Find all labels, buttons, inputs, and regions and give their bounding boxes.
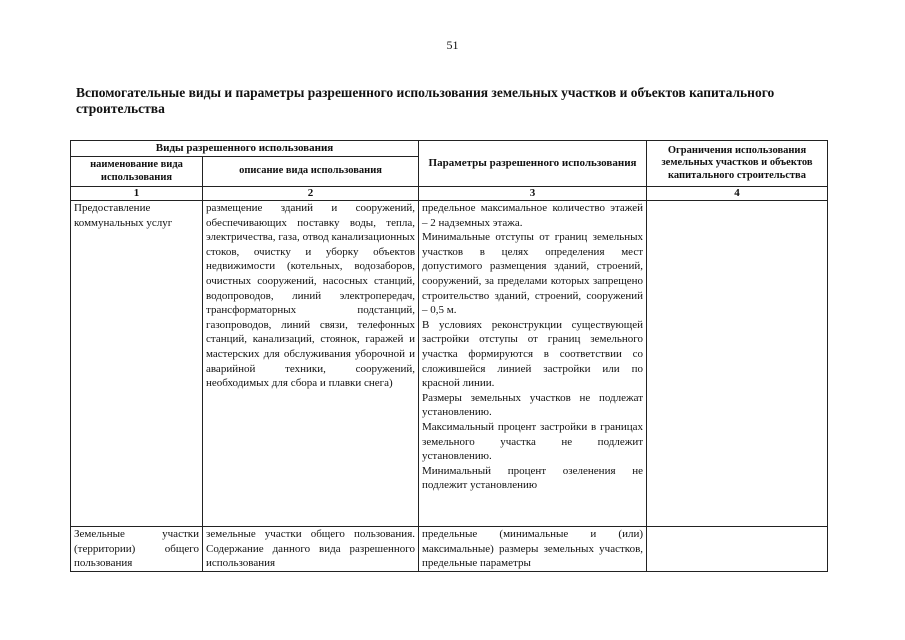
- limits-cell: [647, 527, 828, 572]
- column-number: 3: [419, 187, 647, 201]
- use-name-cell: Предоставление коммунальных услуг: [71, 201, 203, 527]
- param-line: Минимальный процент озеленения не подлежит установлению: [422, 464, 644, 492]
- page-number: 51: [446, 38, 459, 52]
- param-line: В условиях реконструкции существующей застройки отступы от границ земельного участка формируются в соответствии со сложившейся линией застройки или по красной линии.: [422, 318, 644, 390]
- column-number: 4: [647, 187, 828, 201]
- limits-header: Ограничения использования земельных участков и объектов капитального строительства: [647, 141, 828, 187]
- use-description-cell: земельные участки общего пользования. Содержание данного вида разрешенного использования: [203, 527, 419, 572]
- param-line: Размеры земельных участков не подлежат установлению.: [422, 391, 644, 419]
- description-header: описание вида использования: [203, 157, 419, 187]
- param-line: предельное максимальное количество этажей – 2 надземных этажа.: [422, 202, 644, 229]
- regulation-table: [70, 140, 828, 572]
- params-cell: [419, 201, 647, 527]
- use-name-cell: Земельные участки (территории) общего пользования: [71, 527, 203, 572]
- param-line: Максимальный процент застройки в границах земельного участка не подлежит установлению.: [422, 420, 644, 463]
- table-row: [71, 201, 828, 527]
- params-header: Параметры разрешенного использования: [419, 141, 647, 187]
- table-row: [71, 527, 828, 572]
- column-number: 1: [71, 187, 203, 201]
- page-heading: Вспомогательные виды и параметры разрешенного использования земельных участков и объектов капитального строительства: [76, 85, 775, 116]
- column-number: 2: [203, 187, 419, 201]
- param-line: Минимальные отступы от границ земельных участков в целях определения мест допустимого размещения зданий, строений, сооружений, за пределами которых запрещено строительство зданий, строений, сооружений – 0,5 м.: [422, 231, 644, 317]
- params-cell: [419, 527, 647, 572]
- group-header: Виды разрешенного использования: [71, 141, 419, 157]
- use-description-cell: размещение зданий и сооружений, обеспечивающих поставку воды, тепла, электричества, газа, отвод канализационных стоков, очистку и уборку объектов недвижимости (котельных, водозаборов, очистных сооружений, насосных станций, водопроводов, линий электропередач, трансформаторных подстанций, газопроводов, линий связи, телефонных станций, канализаций, стоянок, гаражей и мастерских для обслуживания уборочной и аварийной техники, сооружений, необходимых для сбора и плавки снега): [203, 201, 419, 527]
- limits-cell: [647, 201, 828, 527]
- name-header: наименование вида использования: [71, 157, 203, 187]
- param-line: предельные (минимальные и (или) максимальные) размеры земельных участков, предельные параметры: [422, 528, 644, 570]
